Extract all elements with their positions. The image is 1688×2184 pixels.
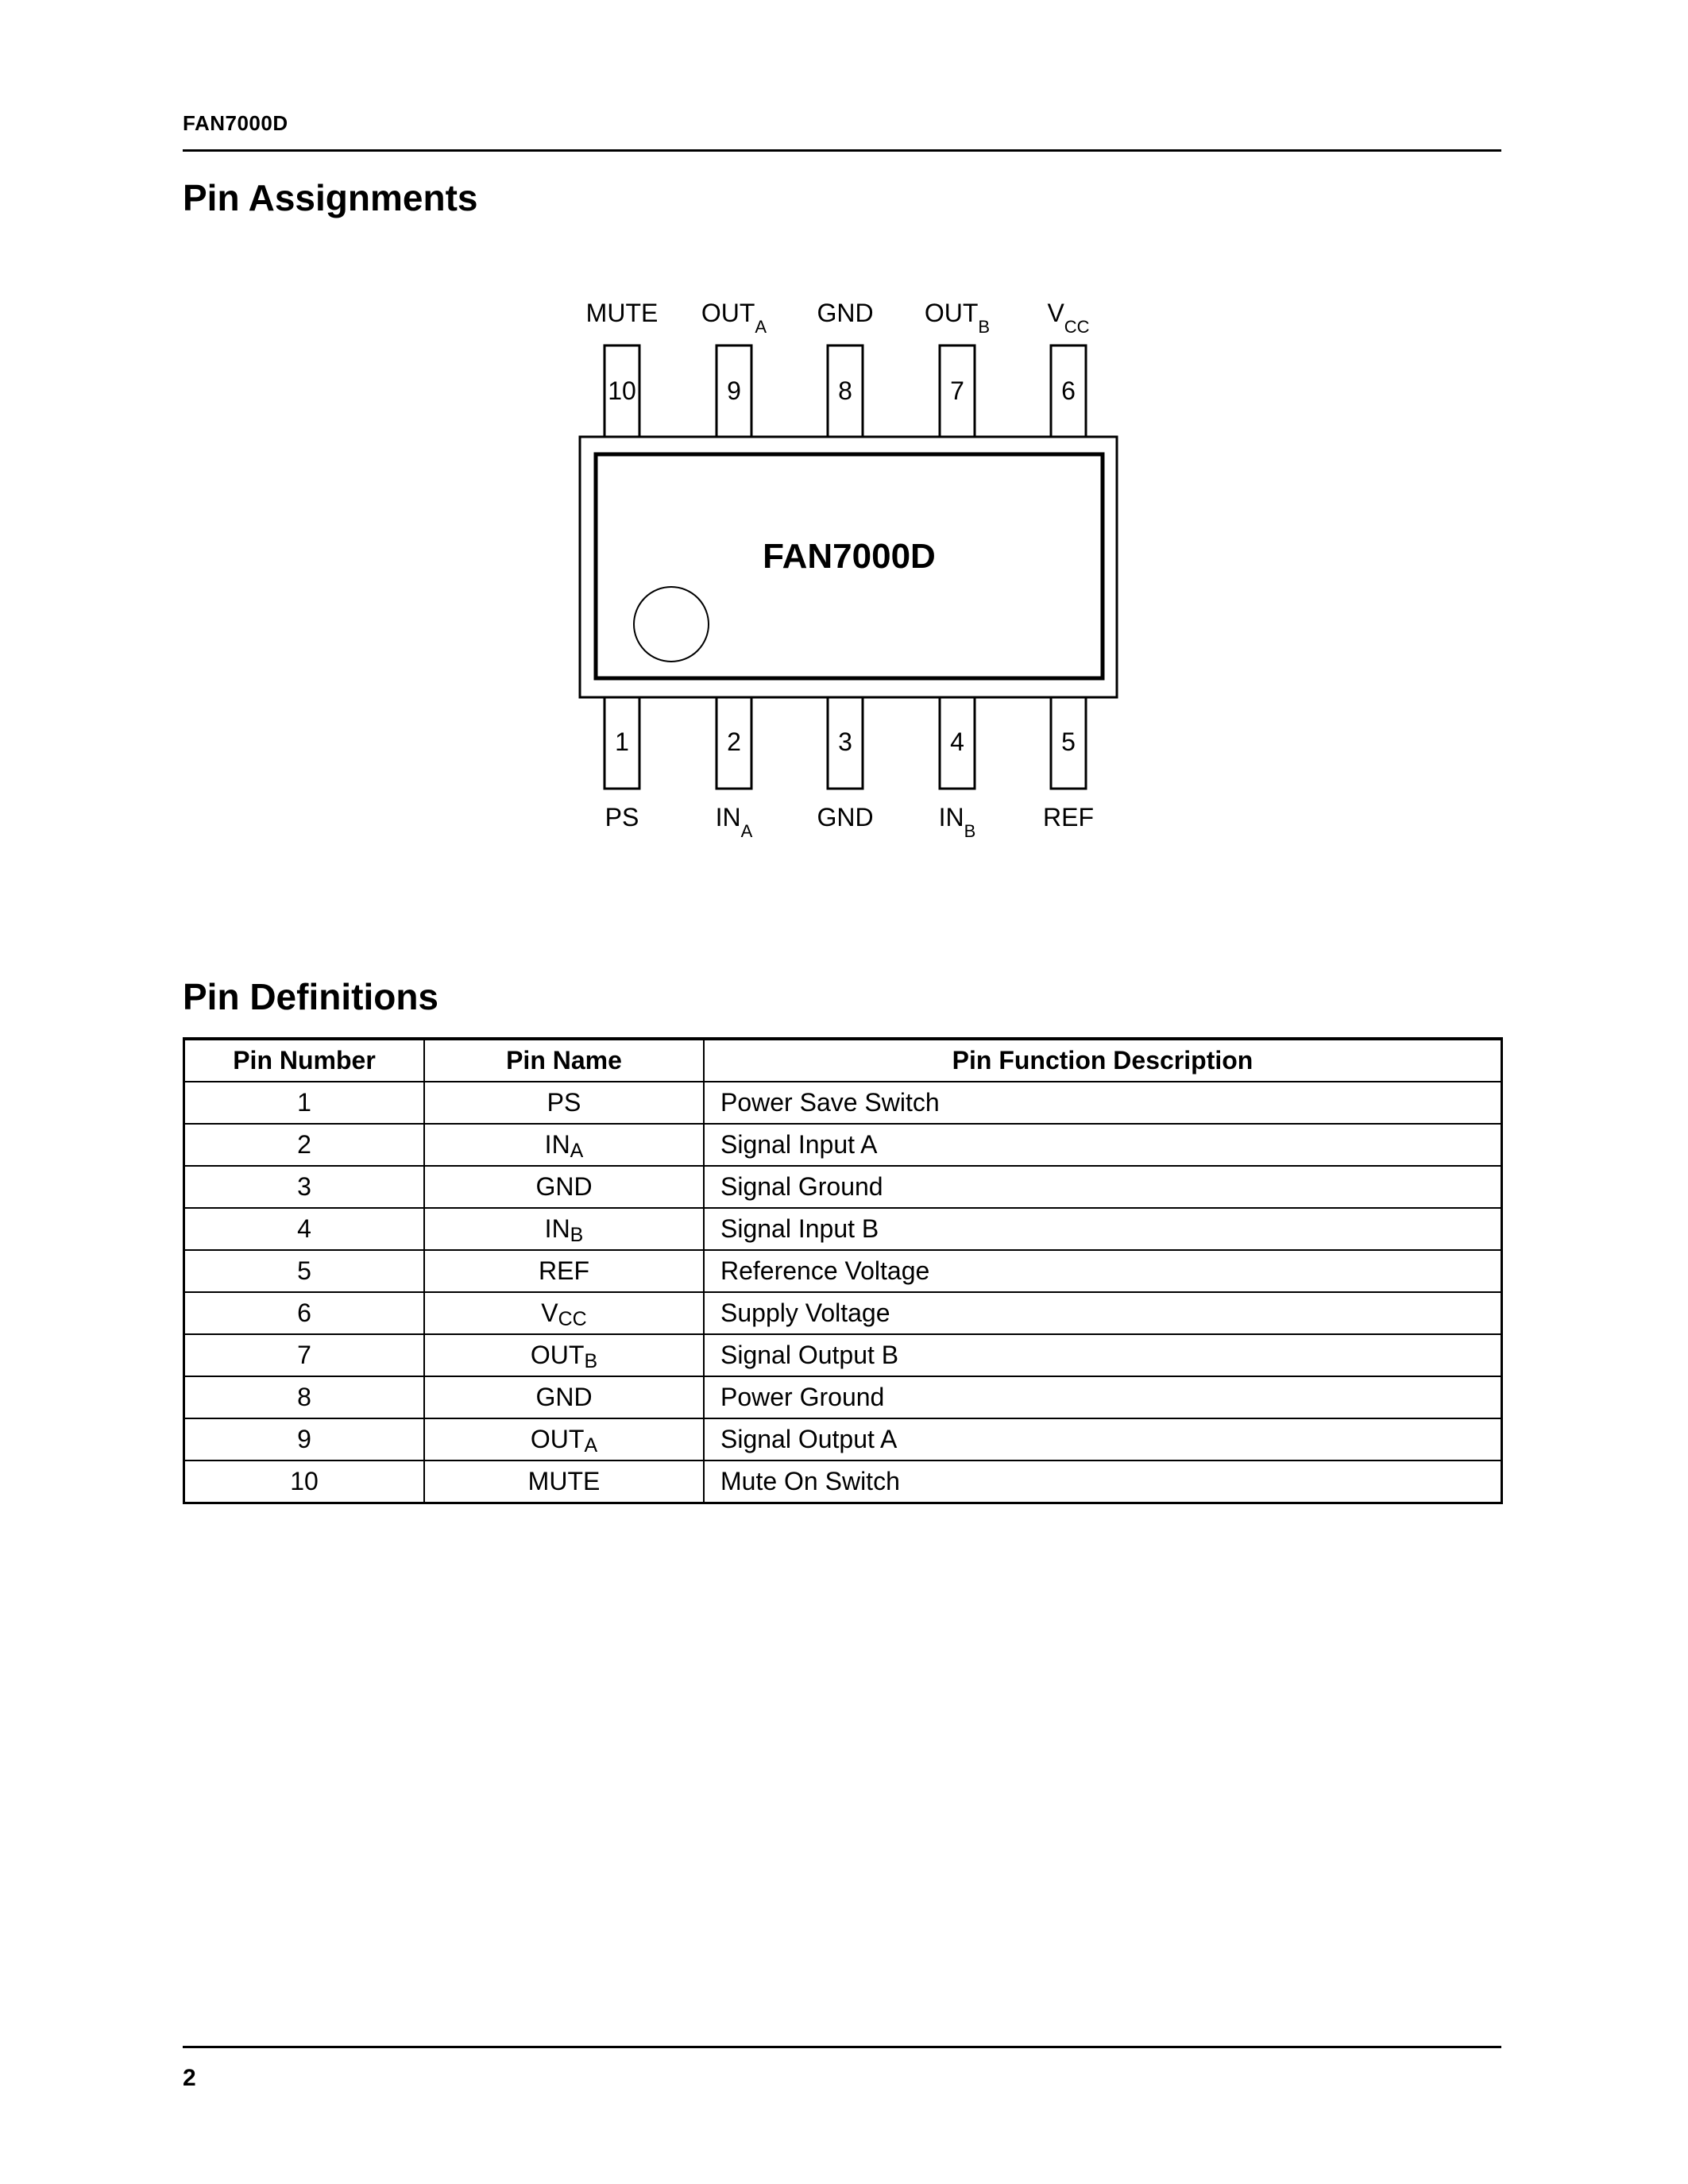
pin-name-cell: [424, 1376, 704, 1418]
pin-name-main: REF: [1043, 803, 1094, 832]
table-row: [184, 1166, 1502, 1208]
pin-name-subscript: B: [570, 1224, 584, 1247]
pin-name-subscript: CC: [558, 1308, 587, 1331]
header-pin-function: Pin Function Description: [704, 1039, 1502, 1082]
pin-function-cell: Signal Output B: [704, 1334, 1502, 1376]
pin-number-label: 5: [1061, 727, 1076, 756]
pin-number-cell: 5: [184, 1250, 425, 1292]
pin-name-subscript: A: [570, 1140, 584, 1163]
pin-name-text: V: [541, 1298, 558, 1327]
table-row: [184, 1461, 1502, 1503]
pin-function-cell: Supply Voltage: [704, 1292, 1502, 1334]
pin-name-label: [716, 803, 753, 841]
pin-number-label: 4: [950, 727, 964, 756]
document-header-label: FAN7000D: [183, 111, 288, 135]
pin-function-cell: Signal Output A: [704, 1418, 1502, 1461]
pin-name-text: REF: [539, 1256, 589, 1285]
pin-name-cell: [424, 1082, 704, 1124]
pin-name-cell: [424, 1124, 704, 1166]
pin-name-subscript: B: [584, 1350, 598, 1373]
pin-function-cell: Mute On Switch: [704, 1461, 1502, 1503]
pin-name-cell: [424, 1461, 704, 1503]
pin-name-cell: [424, 1418, 704, 1461]
pin-name-cell: [424, 1250, 704, 1292]
pin-name-text: MUTE: [527, 1467, 601, 1495]
pin-number-cell: 8: [184, 1376, 425, 1418]
pin-name-text: GND: [535, 1172, 593, 1201]
pin-name-main: GND: [817, 299, 874, 327]
pin-name-cell: [424, 1166, 704, 1208]
pin-name-cell: [424, 1208, 704, 1250]
chip-label: FAN7000D: [763, 537, 936, 576]
pin-function-cell: Signal Input B: [704, 1208, 1502, 1250]
pin-name-main: IN: [938, 803, 964, 832]
pin-function-cell: Signal Input A: [704, 1124, 1502, 1166]
pin-number-label: 7: [950, 376, 964, 405]
pin-name-main: PS: [605, 803, 639, 832]
pin-number-label: 6: [1061, 376, 1076, 405]
pin-name-subscript: B: [964, 821, 976, 841]
pin-function-cell: Reference Voltage: [704, 1250, 1502, 1292]
footer-rule: [183, 2046, 1501, 2048]
pin-name-subscript: CC: [1064, 317, 1090, 337]
pin-name-main: OUT: [924, 299, 979, 327]
pin-number-label: 9: [727, 376, 741, 405]
pin1-marker-dot: [634, 587, 709, 662]
pin-name-subscript: A: [584, 1434, 598, 1457]
table-row: [184, 1124, 1502, 1166]
pin-name-subscript: A: [740, 821, 753, 841]
pin-name-text: IN: [544, 1214, 570, 1243]
pin-name-text: GND: [535, 1383, 593, 1411]
table-row: [184, 1292, 1502, 1334]
top-pin-row: [586, 299, 1090, 437]
pin-number-cell: 10: [184, 1461, 425, 1503]
pin-number-label: 2: [727, 727, 741, 756]
table-row: [184, 1082, 1502, 1124]
pin-name-text: PS: [547, 1088, 581, 1117]
pin-name-subscript: B: [978, 317, 991, 337]
table-row: [184, 1418, 1502, 1461]
pin-name-cell: [424, 1292, 704, 1334]
pin-name-label: [1047, 299, 1089, 337]
bottom-pin-row: [605, 697, 1094, 841]
header-pin-number: Pin Number: [184, 1039, 425, 1082]
pin-number-cell: 2: [184, 1124, 425, 1166]
pin-name-main: V: [1047, 299, 1064, 327]
table-row: [184, 1334, 1502, 1376]
pin-number-cell: 3: [184, 1166, 425, 1208]
pin-name-main: MUTE: [585, 299, 659, 327]
pin-name-label: [925, 299, 990, 337]
pin-name-label: [701, 299, 767, 337]
pin-name-main: OUT: [701, 299, 755, 327]
table-row: [184, 1208, 1502, 1250]
pin-name-main: GND: [817, 803, 874, 832]
pin-name-label: [817, 803, 873, 832]
pin-name-subscript: A: [755, 317, 767, 337]
table-body: [184, 1082, 1502, 1503]
header-rule: [183, 149, 1501, 152]
pin-name-text: OUT: [530, 1341, 585, 1369]
pin-function-cell: Power Ground: [704, 1376, 1502, 1418]
pin-number-label: 8: [838, 376, 852, 405]
table-row: [184, 1250, 1502, 1292]
pin-number-cell: 9: [184, 1418, 425, 1461]
pin-assignments-title: Pin Assignments: [183, 177, 478, 218]
pin-name-label: [586, 299, 659, 327]
pin-name-label: [605, 803, 639, 832]
pin-function-cell: Power Save Switch: [704, 1082, 1502, 1124]
pin-assignment-diagram: [0, 286, 1688, 858]
pin-number-cell: 6: [184, 1292, 425, 1334]
pin-name-cell: [424, 1334, 704, 1376]
pin-number-cell: 4: [184, 1208, 425, 1250]
header-pin-name: Pin Name: [424, 1039, 704, 1082]
pin-number-cell: 7: [184, 1334, 425, 1376]
table-row: [184, 1376, 1502, 1418]
pin-name-label: [939, 803, 976, 841]
pin-number-label: 10: [608, 376, 636, 405]
pin-definitions-table: [183, 1037, 1503, 1504]
table-header-row: [184, 1039, 1502, 1082]
pin-name-label: [817, 299, 873, 327]
pin-name-text: OUT: [530, 1425, 585, 1453]
pin-number-label: 3: [838, 727, 852, 756]
pin-number-label: 1: [615, 727, 629, 756]
pin-number-cell: 1: [184, 1082, 425, 1124]
pin-definitions-title: Pin Definitions: [183, 976, 438, 1017]
pin-name-label: [1043, 803, 1094, 832]
page-number: 2: [183, 2065, 196, 2091]
pin-function-cell: Signal Ground: [704, 1166, 1502, 1208]
pin-name-main: IN: [715, 803, 741, 832]
pin-name-text: IN: [544, 1130, 570, 1159]
